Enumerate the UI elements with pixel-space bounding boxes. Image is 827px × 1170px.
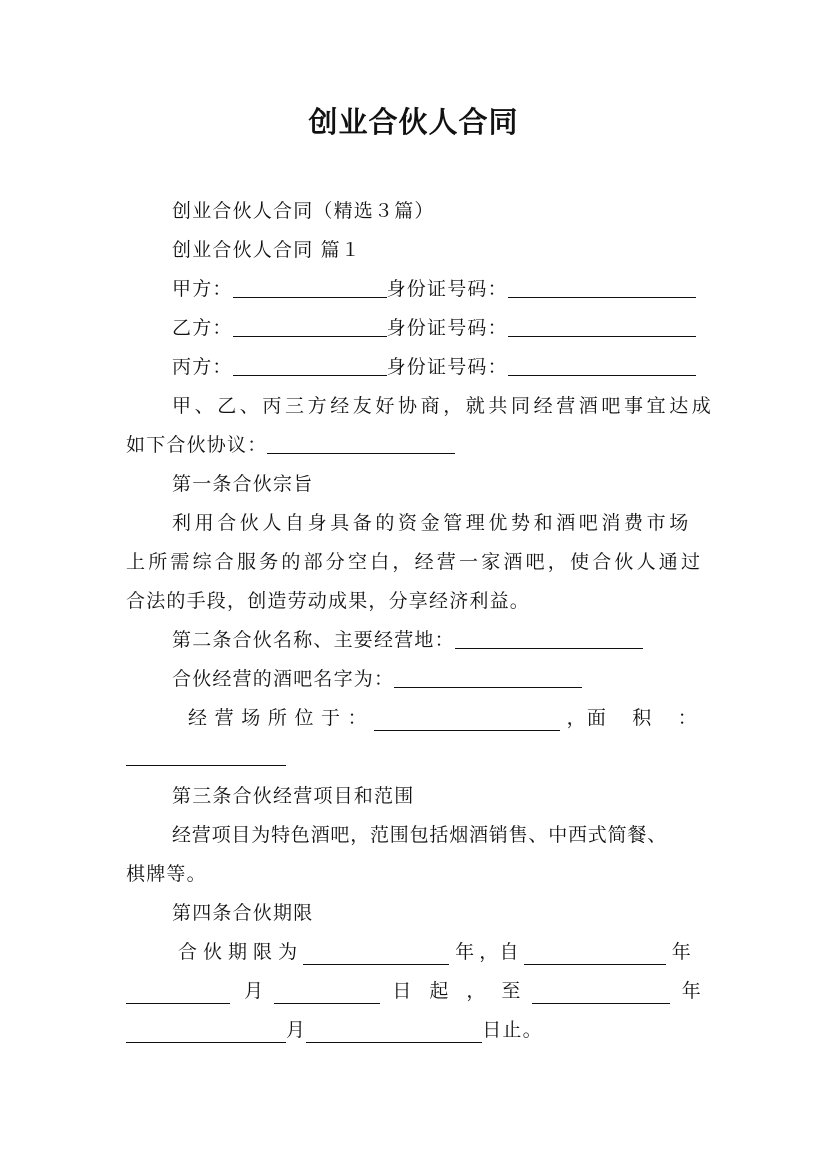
main-business-place-blank[interactable] xyxy=(455,628,643,649)
month-label: 月 xyxy=(286,1019,307,1041)
party-b-name-blank[interactable] xyxy=(233,316,387,337)
agreement-blank[interactable] xyxy=(267,433,455,454)
part-heading: 创业合伙人合同 篇１ xyxy=(172,239,362,261)
location-label-char: ： xyxy=(347,707,368,729)
area-row xyxy=(126,744,702,770)
article-1-title: 第一条合伙宗旨 xyxy=(172,473,314,495)
bar-name-row xyxy=(172,666,702,692)
article-3-para-line-2: 棋牌等。 xyxy=(126,863,207,885)
id-label: 身份证号码： xyxy=(386,356,508,378)
subtitle: 创业合伙人合同（精选３篇） xyxy=(172,200,435,222)
year-label: 年 xyxy=(681,980,702,1002)
article-2-title: 第二条合伙名称、主要经营地： xyxy=(172,629,455,651)
location-label-char: 经 xyxy=(188,707,209,729)
term-row-1 xyxy=(178,939,702,965)
location-blank[interactable] xyxy=(374,710,560,731)
article-1-para-line-3: 合法的手段，创造劳动成果，分享经济利益。 xyxy=(126,590,531,612)
bar-name-label: 合伙经营的酒吧名字为： xyxy=(172,668,395,690)
party-c-id-blank[interactable] xyxy=(508,355,696,376)
party-b-id-blank[interactable] xyxy=(508,316,696,337)
day-end-label: 日止。 xyxy=(482,1019,543,1041)
intro-line-2 xyxy=(126,432,702,458)
party-a-name-blank[interactable] xyxy=(233,277,387,298)
location-label-char: 所 xyxy=(267,707,289,729)
party-c-label: 丙方： xyxy=(172,356,233,378)
party-a-label: 甲方： xyxy=(172,278,233,300)
start-year-blank[interactable] xyxy=(524,944,666,965)
area-label: ，面 积 ： xyxy=(566,707,698,729)
location-label-char: 位 xyxy=(294,707,315,729)
location-label-char: 营 xyxy=(214,707,235,729)
bar-name-blank[interactable] xyxy=(394,667,582,688)
id-label: 身份证号码： xyxy=(386,317,508,339)
party-b-row xyxy=(172,315,702,341)
location-row xyxy=(188,705,698,731)
term-row-2 xyxy=(126,978,702,1004)
area-blank[interactable] xyxy=(126,745,286,766)
to-label: 至 xyxy=(501,980,522,1002)
year-label: 年 xyxy=(671,941,692,963)
article-1-para-line-1: 利用合伙人自身具备的资金管理优势和酒吧消费市场 xyxy=(172,512,692,534)
end-month-blank[interactable] xyxy=(126,1022,286,1043)
party-c-name-blank[interactable] xyxy=(233,355,387,376)
article-3-title: 第三条合伙经营项目和范围 xyxy=(172,785,415,807)
party-a-row xyxy=(172,276,702,302)
month-label: 月 xyxy=(244,980,265,1002)
start-day-blank[interactable] xyxy=(274,983,380,1004)
article-1-para-line-2: 上所需综合服务的部分空白，经营一家酒吧，使合伙人通过 xyxy=(126,551,704,573)
id-label: 身份证号码： xyxy=(386,278,508,300)
term-years-blank[interactable] xyxy=(303,944,449,965)
term-row-3 xyxy=(126,1017,702,1043)
party-a-id-blank[interactable] xyxy=(508,277,696,298)
party-c-row xyxy=(172,354,702,380)
from-label: ，自 xyxy=(479,941,520,963)
intro-line-1: 甲、乙、丙三方经友好协商，就共同经营酒吧事宜达成 xyxy=(172,395,715,417)
article-2-row xyxy=(172,627,702,653)
term-label: 合伙期限为 xyxy=(178,941,304,963)
from-day-label: 日 起 ， xyxy=(392,980,492,1002)
end-year-blank[interactable] xyxy=(532,983,670,1004)
location-label-char: 于 xyxy=(321,707,342,729)
end-day-blank[interactable] xyxy=(306,1022,482,1043)
year-label: 年 xyxy=(455,941,476,963)
party-b-label: 乙方： xyxy=(172,317,233,339)
location-label-char: 场 xyxy=(241,707,262,729)
intro-line-2-text: 如下合伙协议： xyxy=(126,434,268,456)
start-month-blank[interactable] xyxy=(126,983,230,1004)
article-4-title: 第四条合伙期限 xyxy=(172,902,314,924)
document-title: 创业合伙人合同 xyxy=(308,105,519,139)
article-3-para-line-1: 经营项目为特色酒吧，范围包括烟酒销售、中西式简餐、 xyxy=(172,824,668,846)
